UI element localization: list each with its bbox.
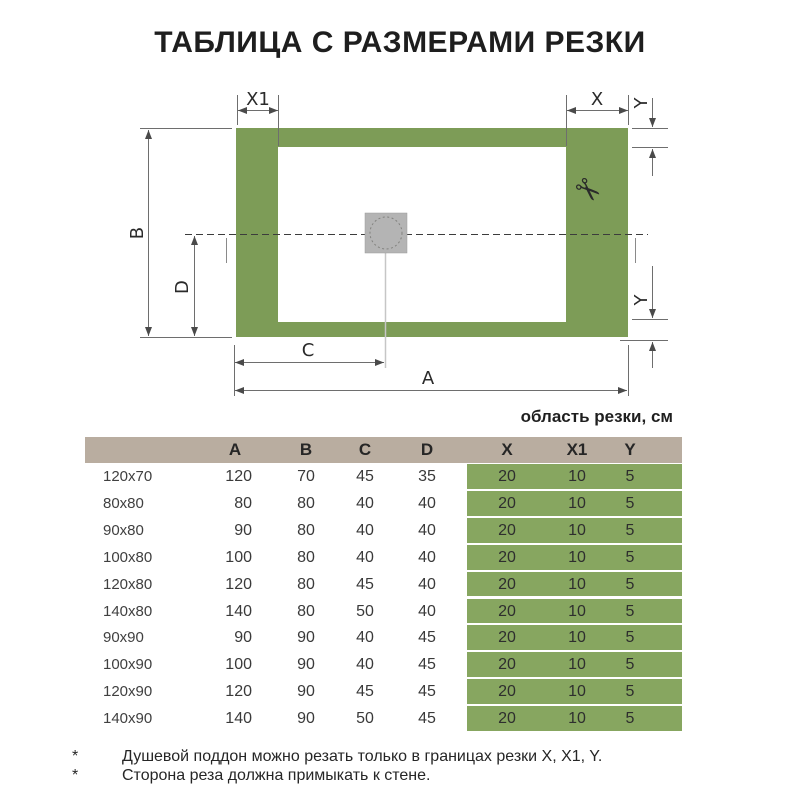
cell-x: 20 xyxy=(498,656,516,674)
footnote-text: Сторона реза должна примыкать к стене. xyxy=(122,767,431,784)
cell-a: 120 xyxy=(225,683,252,701)
cell-c: 45 xyxy=(356,575,374,593)
row-size-label: 140x90 xyxy=(103,710,153,728)
header-cell-b: B xyxy=(299,440,313,459)
dimension-label-x: X xyxy=(590,89,604,110)
footnote-marker: * xyxy=(72,748,79,765)
table-row xyxy=(85,705,682,732)
cell-c: 45 xyxy=(356,683,374,701)
cell-d: 40 xyxy=(418,494,436,512)
cell-b: 70 xyxy=(297,468,315,485)
cell-x: 20 xyxy=(498,468,516,485)
table-row xyxy=(85,544,682,571)
cell-c: 50 xyxy=(356,602,374,620)
dimension-y-top xyxy=(632,98,668,176)
cell-x: 20 xyxy=(498,602,516,620)
table-row xyxy=(85,678,682,705)
dimension-label-d: D xyxy=(172,280,193,294)
cell-b: 80 xyxy=(297,521,315,539)
cell-c: 40 xyxy=(356,548,374,566)
header-cell-y: Y xyxy=(624,440,636,459)
row-size-label: 120x70 xyxy=(103,468,153,485)
cell-x1: 10 xyxy=(568,683,586,701)
cell-a: 120 xyxy=(225,468,252,485)
cell-x: 20 xyxy=(498,575,516,593)
cell-x1: 10 xyxy=(568,548,586,566)
footnote xyxy=(0,766,760,785)
cell-a: 80 xyxy=(234,494,252,512)
cell-x: 20 xyxy=(498,548,516,566)
dimension-b xyxy=(140,129,232,338)
header-cell-x: X xyxy=(501,440,513,459)
cell-c: 40 xyxy=(356,494,374,512)
cell-x1: 10 xyxy=(568,575,586,593)
cell-d: 40 xyxy=(418,602,436,620)
cell-x1: 10 xyxy=(568,710,586,728)
table-row xyxy=(85,463,682,490)
header-cell-a: A xyxy=(228,440,242,459)
dimension-label-y-bottom: Y xyxy=(631,294,652,306)
cell-d: 45 xyxy=(418,683,436,701)
cell-y: 5 xyxy=(625,521,635,539)
cell-b: 80 xyxy=(297,575,315,593)
cell-x: 20 xyxy=(498,683,516,701)
cell-x1: 10 xyxy=(568,468,586,485)
footnote-marker: * xyxy=(72,767,79,784)
page-title: ТАБЛИЦА С РАЗМЕРАМИ РЕЗКИ xyxy=(154,26,646,59)
cell-x1: 10 xyxy=(568,494,586,512)
cell-x: 20 xyxy=(498,494,516,512)
table-header xyxy=(85,437,682,463)
header-cell-d: D xyxy=(420,440,434,459)
cell-b: 90 xyxy=(297,710,315,728)
row-size-label: 100x90 xyxy=(103,656,153,674)
row-size-label: 90x80 xyxy=(103,521,144,539)
row-size-label: 80x80 xyxy=(103,494,144,512)
cell-x1: 10 xyxy=(568,656,586,674)
cell-b: 80 xyxy=(297,602,315,620)
table-row xyxy=(85,624,682,651)
row-size-label: 120x80 xyxy=(103,575,153,593)
cell-x: 20 xyxy=(498,629,516,647)
cell-x1: 10 xyxy=(568,629,586,647)
cell-x1: 10 xyxy=(568,521,586,539)
size-table-rows xyxy=(85,463,682,733)
table-row xyxy=(85,598,682,625)
cell-y: 5 xyxy=(625,629,635,647)
row-size-label: 100x80 xyxy=(103,548,153,566)
cell-y: 5 xyxy=(625,683,635,701)
cell-y: 5 xyxy=(625,494,635,512)
cell-c: 40 xyxy=(356,656,374,674)
cell-y: 5 xyxy=(625,710,635,728)
footnote-text: Душевой поддон можно резать только в границах резки X, X1, Y. xyxy=(122,748,603,765)
cell-c: 45 xyxy=(356,468,374,485)
cell-c: 40 xyxy=(356,521,374,539)
table-row xyxy=(85,651,682,678)
cell-d: 45 xyxy=(418,710,436,728)
cell-a: 120 xyxy=(225,575,252,593)
dimension-label-x1: X1 xyxy=(246,89,270,110)
drain xyxy=(365,213,407,253)
cell-d: 40 xyxy=(418,521,436,539)
dimension-label-a: A xyxy=(421,368,435,389)
cell-b: 90 xyxy=(297,629,315,647)
table-row xyxy=(85,517,682,544)
cut-area-label: область резки, см xyxy=(520,407,673,426)
cell-a: 100 xyxy=(225,548,252,566)
dimension-label-c: C xyxy=(301,340,315,361)
row-size-label: 140x80 xyxy=(103,602,153,620)
cell-b: 90 xyxy=(297,683,315,701)
footnote xyxy=(0,747,760,766)
cell-y: 5 xyxy=(625,575,635,593)
table-row xyxy=(85,490,682,517)
cell-y: 5 xyxy=(625,468,635,485)
cell-d: 45 xyxy=(418,629,436,647)
cell-x: 20 xyxy=(498,521,516,539)
cell-b: 80 xyxy=(297,494,315,512)
cell-a: 140 xyxy=(225,710,252,728)
dimension-label-b: B xyxy=(127,226,148,240)
cell-a: 90 xyxy=(234,521,252,539)
table-row xyxy=(85,571,682,598)
cell-d: 35 xyxy=(418,468,436,485)
cell-c: 50 xyxy=(356,710,374,728)
cell-d: 40 xyxy=(418,548,436,566)
cell-b: 80 xyxy=(297,548,315,566)
cell-d: 40 xyxy=(418,575,436,593)
cell-y: 5 xyxy=(625,602,635,620)
header-cell-c: C xyxy=(358,440,372,459)
cell-c: 40 xyxy=(356,629,374,647)
cell-y: 5 xyxy=(625,548,635,566)
cell-b: 90 xyxy=(297,656,315,674)
cell-a: 90 xyxy=(234,629,252,647)
cell-a: 100 xyxy=(225,656,252,674)
cell-y: 5 xyxy=(625,656,635,674)
row-size-label: 90x90 xyxy=(103,629,144,647)
row-size-label: 120x90 xyxy=(103,683,153,701)
cell-a: 140 xyxy=(225,602,252,620)
cell-x1: 10 xyxy=(568,602,586,620)
cell-x: 20 xyxy=(498,710,516,728)
scissors-icon: ✂ xyxy=(565,168,610,213)
dimension-label-y-top: Y xyxy=(631,97,652,109)
header-cell-x1: X1 xyxy=(566,440,588,459)
cell-d: 45 xyxy=(418,656,436,674)
